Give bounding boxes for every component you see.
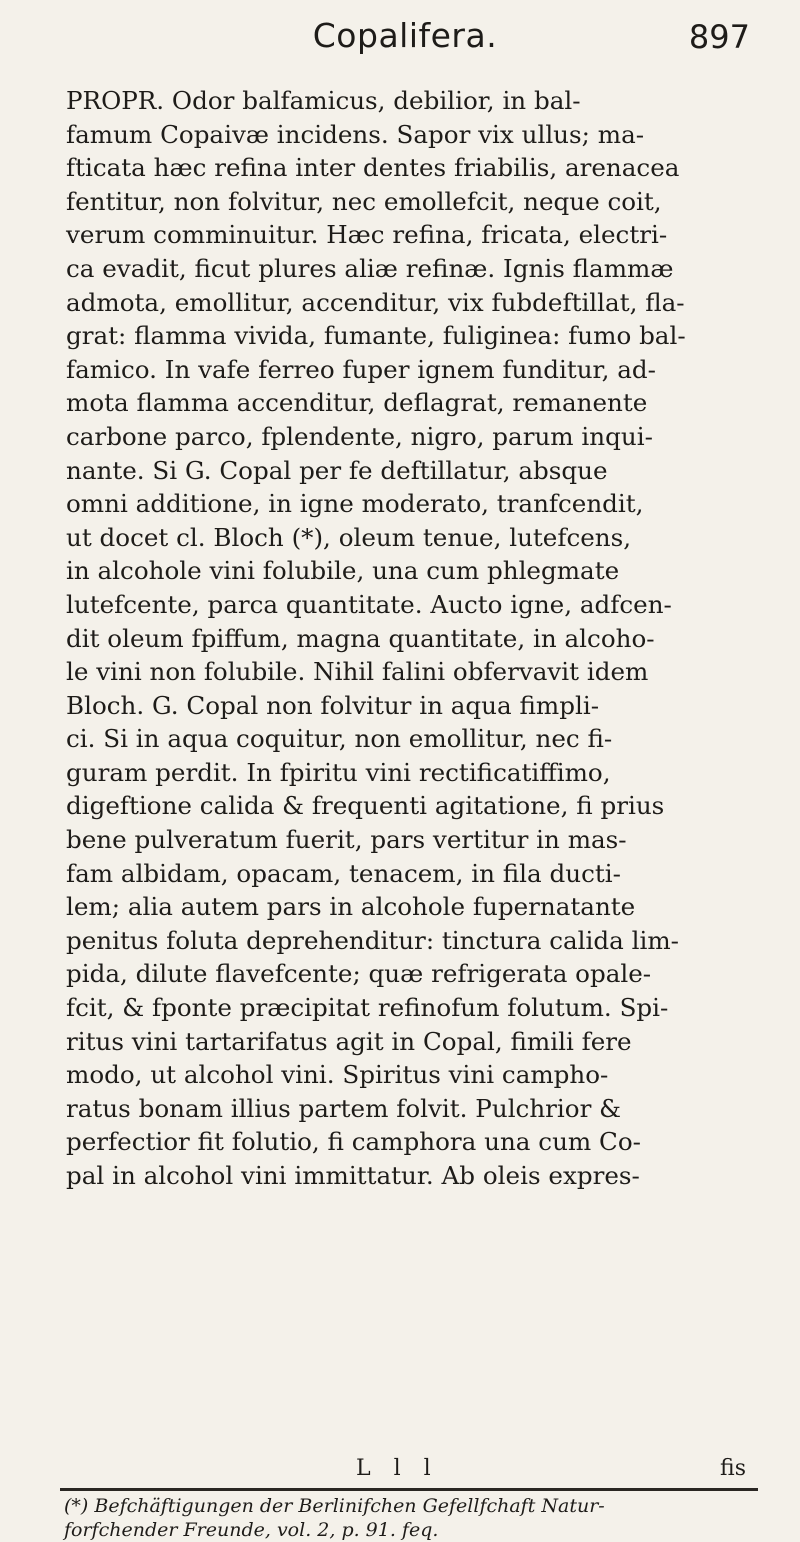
page-number: 897 (688, 18, 750, 56)
footnote (64, 1494, 760, 1542)
text-line: digeftione calida & frequenti agitatione, fi prius (66, 791, 665, 821)
text-line: famum Copaivæ incidens. Sapor vix ullus; ma- (66, 119, 645, 149)
text-line: Bloch. G. Copal non folvitur in aqua fimpli- (66, 690, 600, 720)
text-line: modo, ut alcohol vini. Spiritus vini campho- (66, 1060, 609, 1090)
text-line: lem; alia autem pars in alcohole fupernatante (66, 892, 636, 922)
text-line: omni additione, in igne moderato, tranfcendit, (66, 489, 644, 519)
text-line: fam albidam, opacam, tenacem, in fila ducti- (66, 858, 621, 888)
text-line: carbone parco, fplendente, nigro, parum inqui- (66, 421, 653, 451)
text-line: pal in alcohol vini immittatur. Ab oleis expres- (66, 1161, 640, 1190)
text-line: ut docet cl. Bloch (*), oleum tenue, lutefcens, (66, 522, 632, 552)
text-line: ritus vini tartarifatus agit in Copal, fimili fere (66, 1026, 632, 1056)
text-line: guram perdit. In fpiritu vini rectificatiffimo, (66, 757, 611, 787)
text-line: lutefcente, parca quantitate. Aucto igne, adfcen- (66, 589, 672, 619)
signature-line (66, 1456, 758, 1486)
text-line: grat: flamma vivida, fumante, fuliginea: fumo bal- (66, 321, 686, 351)
catchword: fis (720, 1456, 746, 1481)
text-line: bene pulveratum fuerit, pars vertitur in mas- (66, 825, 627, 855)
text-line: in alcohole vini folubile, una cum phlegmate (66, 556, 620, 586)
text-line: mota flamma accenditur, deflagrat, remanente (66, 388, 648, 418)
text-line: perfectior fit folutio, fi camphora una cum Co- (66, 1127, 641, 1157)
text-line: fentitur, non folvitur, nec emollefcit, neque coit, (66, 186, 662, 216)
running-head: Copalifera. (312, 16, 498, 55)
text-line: pida, dilute flavefcente; quæ refrigerata opale- (66, 959, 652, 989)
body-text (66, 84, 758, 1193)
footnote-line: forfchender Freunde, vol. 2, p. 91. feq. (64, 1519, 439, 1541)
text-line: famico. In vafe ferreo fuper ignem funditur, ad- (66, 354, 656, 384)
text-line: ca evadit, ficut plures aliæ refinæ. Ignis flammæ (66, 253, 674, 283)
footnote-rule (60, 1488, 758, 1491)
text-line: ratus bonam illius partem folvit. Pulchrior & (66, 1093, 622, 1123)
text-line: dit oleum fpiffum, magna quantitate, in alcoho- (66, 623, 655, 653)
text-line: admota, emollitur, accenditur, vix fubdeftillat, fla- (66, 287, 685, 317)
text-line: penitus foluta deprehenditur: tinctura calida lim- (66, 925, 679, 955)
text-line: fcit, & fponte præcipitat refinofum folutum. Spi- (66, 993, 669, 1023)
text-line: ci. Si in aqua coquitur, non emollitur, nec fi- (66, 724, 613, 754)
text-line: nante. Si G. Copal per fe deftillatur, absque (66, 455, 608, 485)
footnote-line: (*) Befchäftigungen der Berlinifchen Gefellfchaft Natur- (64, 1495, 605, 1517)
signature-mark: L l l (356, 1456, 439, 1481)
text-line: fticata hæc refina inter dentes friabilis, arenacea (66, 153, 680, 183)
page-header (60, 16, 750, 76)
text-line: le vini non folubile. Nihil falini obfervavit idem (66, 657, 649, 687)
text-line: PROPR. Odor balfamicus, debilior, in bal- (66, 86, 581, 115)
text-line: verum comminuitur. Hæc refina, fricata, electri- (66, 220, 668, 250)
